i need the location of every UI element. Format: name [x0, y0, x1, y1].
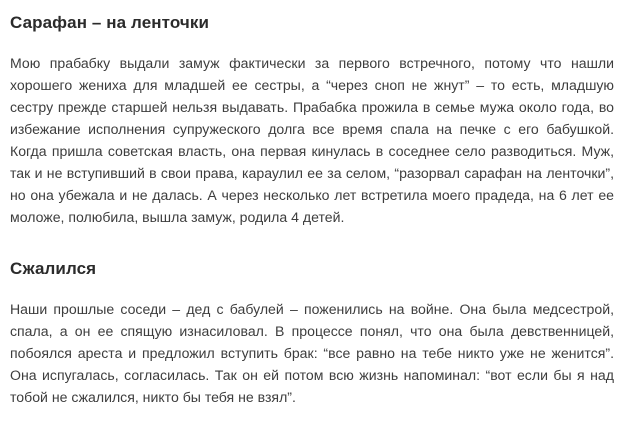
story-section	[10, 10, 614, 228]
section-paragraph: Наши прошлые соседи – дед с бабулей – поженились на войне. Она была медсестрой, спала, а он ее спящую изнасиловал. В процессе понял, что она была девственницей, побоялся ареста и предложил вступить брак: “все равно на тебе никто уже не женится”. Она испугалась, согласилась. Так он ей потом всю жизнь напоминал: “вот если бы я над тобой не сжалился, никто бы тебя не взял”.	[10, 301, 614, 405]
story-section	[10, 256, 614, 408]
section-paragraph: Мою прабабку выдали замуж фактически за первого встречного, потому что нашли хорошего жениха для младшей ее сестры, а “через сноп не жнут” – то есть, младшую сестру прежде старшей нельзя выдавать. Прабабка прожила в семье мужа около года, во избежание исполнения супружеского долга все время спала на печке с его бабушкой. Когда пришла советская власть, она первая кинулась в соседнее село разводиться. Муж, так и не вступивший в свои права, караулил ее за селом, “разорвал сарафан на ленточки”, но она убежала и не далась. А через несколько лет встретила моего прадеда, на 6 лет ее моложе, полюбила, вышла замуж, родила 4 детей.	[10, 55, 614, 225]
section-title: Сарафан – на ленточки	[10, 13, 210, 32]
section-title: Сжалился	[10, 259, 97, 278]
